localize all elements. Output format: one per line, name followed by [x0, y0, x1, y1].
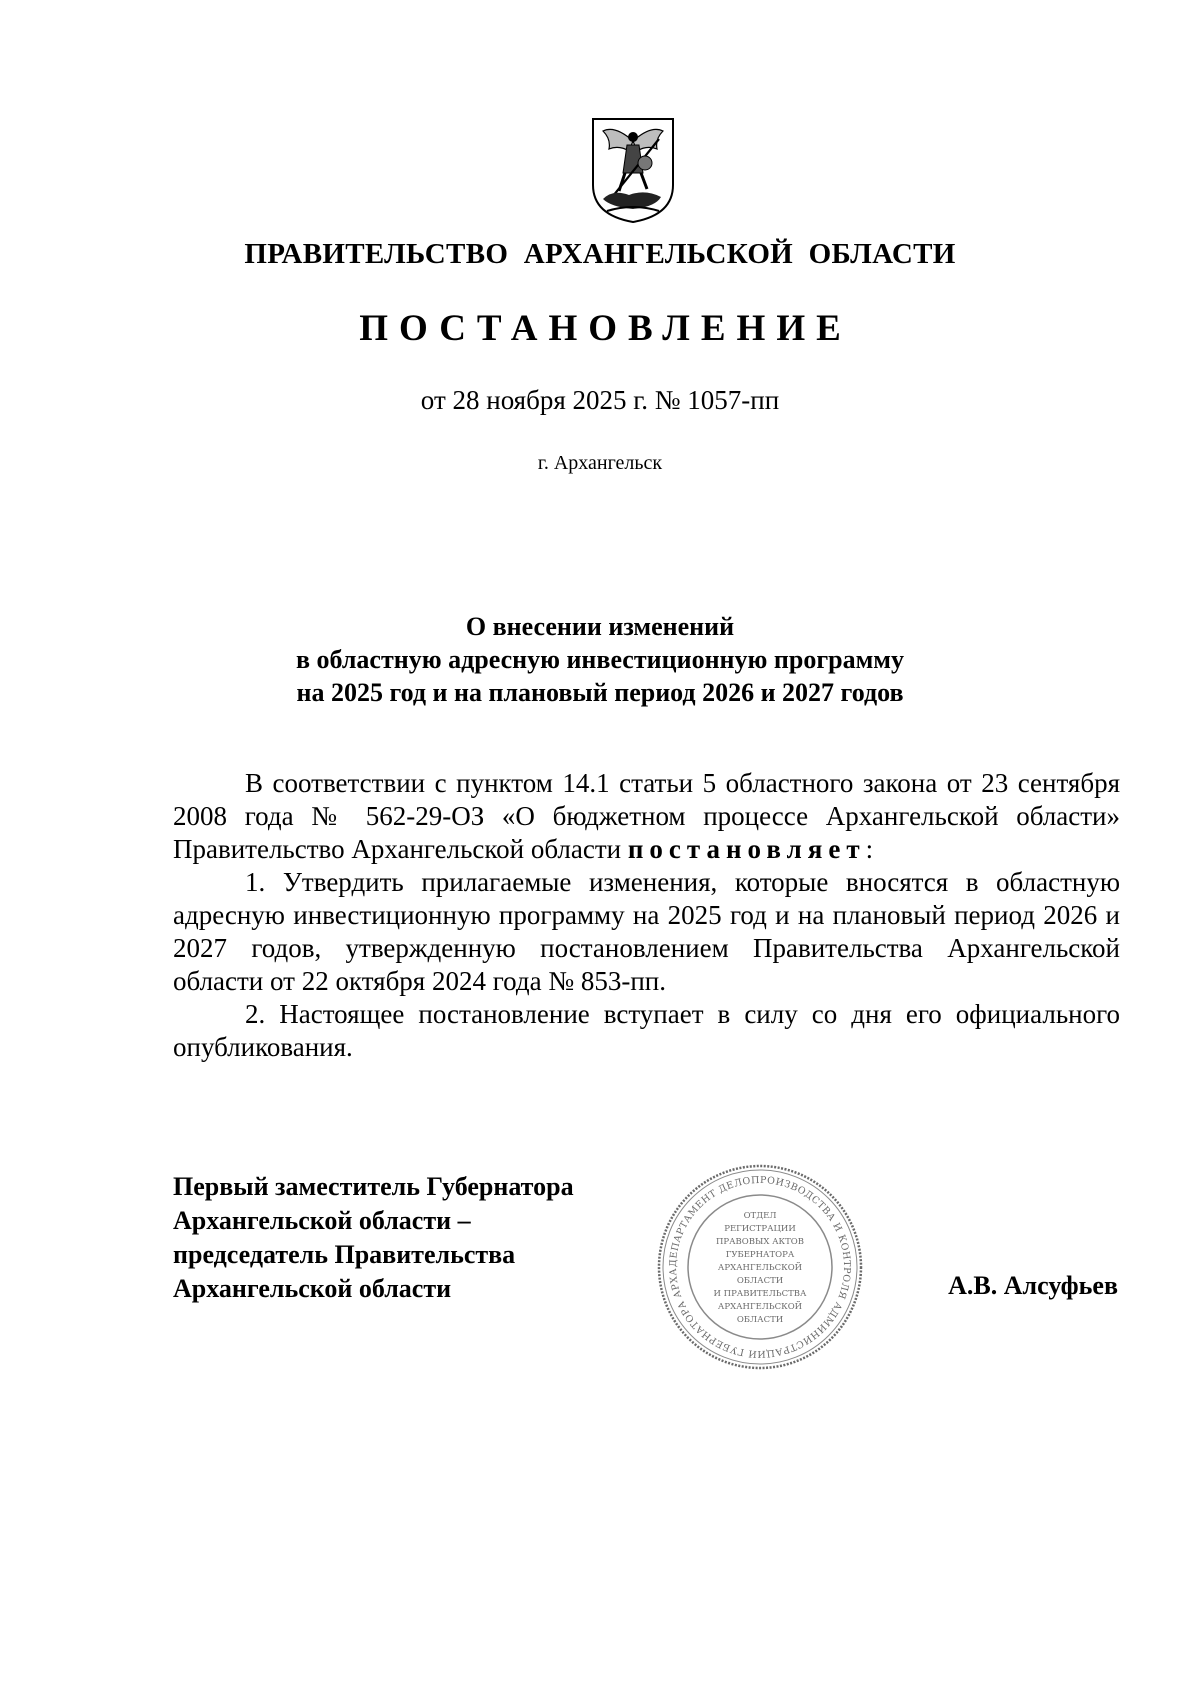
coat-of-arms-icon: [589, 115, 677, 225]
seal-inner-line: ПРАВОВЫХ АКТОВ: [715, 1237, 805, 1247]
signer-position-line: Первый заместитель Губернатора: [173, 1172, 574, 1201]
signer-position-line: Архангельской области –: [173, 1206, 471, 1235]
seal-inner-line: АРХАНГЕЛЬСКОЙ: [717, 1302, 803, 1312]
signer-position: [173, 1170, 653, 1306]
item-paragraph-2: 2. Настоящее постановление вступает в силу со дня его официального опубликования.: [173, 999, 1120, 1062]
subject-line: на 2025 год и на плановый период 2026 и 2027 годов: [296, 678, 904, 707]
seal-inner-line: РЕГИСТРАЦИИ: [724, 1224, 796, 1234]
signer-position-line: Архангельской области: [173, 1274, 452, 1303]
subject-line: в областную адресную инвестиционную программу: [295, 645, 905, 674]
government-name: ПРАВИТЕЛЬСТВО АРХАНГЕЛЬСКОЙ ОБЛАСТИ: [244, 238, 956, 270]
seal-inner-line: И ПРАВИТЕЛЬСТВА: [713, 1289, 807, 1299]
signer-name: А.В. Алсуфьев: [948, 1271, 1118, 1300]
document-body: [173, 767, 1120, 1064]
official-seal-icon: [655, 1162, 865, 1372]
seal-inner-line: АРХАНГЕЛЬСКОЙ: [717, 1263, 803, 1273]
seal-inner-line: ОБЛАСТИ: [736, 1276, 784, 1286]
seal-inner-line: ОБЛАСТИ: [736, 1315, 784, 1325]
seal-outer-text: ДЕПАРТАМЕНТ ДЕЛОПРОИЗВОДСТВА И КОНТРОЛЯ АДМИНИСТРАЦИИ ГУБЕРНАТОРА АРХА: [667, 1174, 853, 1360]
preamble-paragraph: [173, 767, 1120, 866]
seal-inner-line: ОТДЕЛ: [743, 1211, 777, 1221]
decree-word: постановляет: [627, 834, 866, 864]
subject-line: О внесении изменений: [465, 612, 735, 641]
document-city: г. Архангельск: [537, 452, 663, 474]
document-subject: [0, 610, 1200, 709]
preamble-end: :: [865, 834, 874, 864]
signer-position-line: председатель Правительства: [173, 1240, 516, 1269]
preamble-text: В соответствии с пунктом 14.1 статьи 5 областного закона от 23 сентября 2008 года № 562-29-ОЗ «О бюджетном процессе Архангельской области» Правительство Архангельской области: [173, 768, 1120, 864]
document-type: ПОСТАНОВЛЕНИЕ: [359, 308, 852, 349]
svg-text:ДЕПАРТАМЕНТ ДЕЛОПРОИЗВОДСТВА И: [655, 1162, 852, 1359]
seal-inner-line: ГУБЕРНАТОРА: [725, 1250, 795, 1260]
item-paragraph-1: 1. Утвердить прилагаемые изменения, которые вносятся в областную адресную инвестиционную программу на 2025 год и на плановый период 2026 и 2027 годов, утвержденную постановлением Правительства Архангельской области от 22 октября 2024 года № 853-пп.: [173, 867, 1120, 996]
document-date-number: от 28 ноября 2025 г. № 1057-пп: [420, 385, 780, 415]
